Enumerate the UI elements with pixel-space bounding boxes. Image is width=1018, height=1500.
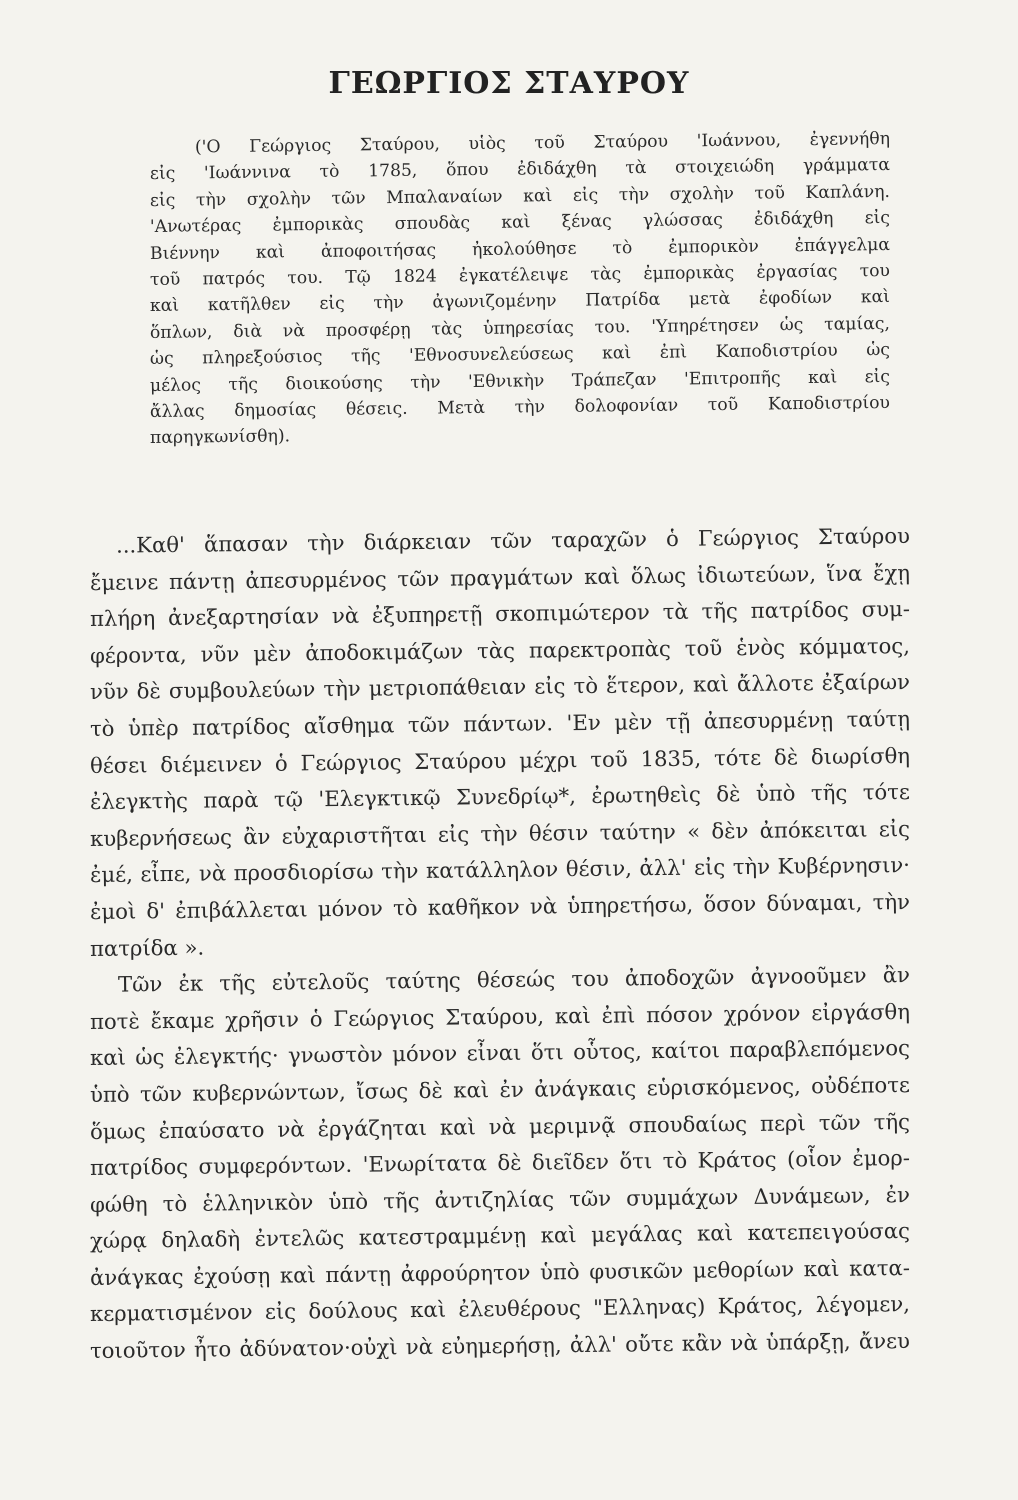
- main-text: [89, 522, 911, 1370]
- bio-line: ἄλλας δημοσίας θέσεις. Μετὰ τὴν δολοφονίαν τοῦ Καποδιστρίου: [149, 392, 891, 422]
- text-line: νῦν δὲ συμβουλεύων τὴν μετριοπάθειαν εἰς τὸ ἕτερον, καὶ ἄλλοτε ἐξαίρων: [89, 669, 911, 705]
- bio-line: εἰς 'Ιωάννινα τὸ 1785, ὅπου ἐδιδάχθη τὰ στοιχειώδη γράμματα: [149, 155, 891, 185]
- text-line: ὑπὸ τῶν κυβερνώντων, ἴσως δὲ καὶ ἐν ἀνάγκαις εὑρισκόμενος, οὐδέποτε: [89, 1071, 911, 1107]
- text-line: ὅμως ἐπαύσατο νὰ ἐργάζηται καὶ νὰ μεριμνᾷ σπουδαίως περὶ τῶν τῆς: [89, 1108, 911, 1144]
- bio-line: μέλος τῆς διοικούσης τὴν 'Εθνικὴν Τράπεζαν 'Επιτροπῆς καὶ εἰς: [149, 366, 891, 396]
- bio-line: εἰς τὴν σχολὴν τῶν Μπαλαναίων καὶ εἰς τὴν σχολὴν τοῦ Καπλάνη.: [149, 181, 891, 211]
- text-line: καὶ ὡς ἐλεγκτής· γνωστὸν μόνον εἶναι ὅτι οὗτος, καίτοι παραβλεπόμενος: [89, 1035, 911, 1071]
- text-line: πατρίδα ».: [89, 934, 205, 961]
- text-line: ποτὲ ἔκαμε χρῆσιν ὁ Γεώργιος Σταύρου, καὶ ἐπὶ πόσον χρόνον εἰργάσθη: [89, 998, 911, 1034]
- bio-line: τοῦ πατρός του. Τῷ 1824 ἐγκατέλειψε τὰς ἐμπορικὰς ἐργασίας του: [149, 260, 891, 290]
- text-line: τοιοῦτον ἦτο ἀδύνατον·οὐχὶ νὰ εὐημερήσῃ, ἀλλ' οὔτε κἂν νὰ ὑπάρξῃ, ἄνευ: [89, 1328, 911, 1364]
- text-line: ἐμοὶ δ' ἐπιβάλλεται μόνον τὸ καθῆκον νὰ ὑπηρετήσω, ὅσον δύναμαι, τὴν: [89, 888, 911, 924]
- text-line: κερματισμένον εἰς δούλους καὶ ἐλευθέρους "Ελληνας) Κράτος, λέγομεν,: [89, 1291, 911, 1327]
- text-line: ἔμεινε πάντῃ ἀπεσυρμένος τῶν πραγμάτων καὶ ὅλως ἰδιωτεύων, ἵνα ἔχῃ: [89, 559, 911, 595]
- bio-line: ὅπλων, διὰ νὰ προσφέρῃ τὰς ὑπηρεσίας του. 'Υπηρέτησεν ὡς ταμίας,: [149, 313, 891, 343]
- bio-line: καὶ κατῆλθεν εἰς τὴν ἀγωνιζομένην Πατρίδα μετὰ ἐφοδίων καὶ: [149, 287, 891, 317]
- bio-line: ('Ο Γεώργιος Σταύρου, υἱὸς τοῦ Σταύρου 'Ιωάννου, ἐγεννήθη: [194, 128, 891, 158]
- text-line: χώρᾳ δηλαδὴ ἐντελῶς κατεστραμμένῃ καὶ μεγάλας καὶ κατεπειγούσας: [89, 1218, 911, 1254]
- text-line: ...Καθ' ἅπασαν τὴν διάρκειαν τῶν ταραχῶν ὁ Γεώργιος Σταύρου: [115, 522, 911, 558]
- text-line: ἀνάγκας ἐχούσῃ καὶ πάντῃ ἀφρούρητον ὑπὸ φυσικῶν μεθορίων καὶ κατα-: [89, 1254, 911, 1290]
- text-line: ἐμέ, εἶπε, νὰ προσδιορίσω τὴν κατάλληλον θέσιν, ἀλλ' εἰς τὴν Κυβέρνησιν·: [89, 852, 911, 888]
- text-line: ἐλεγκτὴς παρὰ τῷ 'Ελεγκτικῷ Συνεδρίῳ*, ἐρωτηθεὶς δὲ ὑπὸ τῆς τότε: [89, 779, 911, 815]
- text-line: κυβερνήσεως ἂν εὐχαριστῆται εἰς τὴν θέσιν ταύτην « δὲν ἀπόκειται εἰς: [89, 815, 911, 851]
- text-line: θέσει διέμεινεν ὁ Γεώργιος Σταύρου μέχρι τοῦ 1835, τότε δὲ διωρίσθη: [89, 742, 911, 778]
- bio-line: παρηγκωνίσθη).: [149, 426, 291, 449]
- text-line: πλήρη ἀνεξαρτησίαν νὰ ἐξυπηρετῇ σκοπιμώτερον τὰ τῆς πατρίδος συμ-: [89, 596, 911, 632]
- bio-line: ὡς πληρεξούσιος τῆς 'Εθνοσυνελεύσεως καὶ ἐπὶ Καποδιστρίου ὡς: [149, 340, 891, 370]
- biographical-note: [149, 128, 891, 452]
- page-title: ΓΕΩΡΓΙΟΣ ΣΤΑΥΡΟΥ: [328, 66, 690, 101]
- text-line: πατρίδος συμφερόντων. 'Ενωρίτατα δὲ διεῖδεν ὅτι τὸ Κράτος (οἷον ἐμορ-: [89, 1145, 911, 1181]
- text-line: φέροντα, νῦν μὲν ἀποδοκιμάζων τὰς παρεκτροπὰς τοῦ ἑνὸς κόμματος,: [89, 632, 911, 668]
- text-line: τὸ ὑπὲρ πατρίδος αἴσθημα τῶν πάντων. 'Εν μὲν τῇ ἀπεσυρμένῃ ταύτῃ: [89, 705, 911, 741]
- text-line: Τῶν ἐκ τῆς εὐτελοῦς ταύτης θέσεώς του ἀποδοχῶν ἀγνοοῦμεν ἂν: [117, 962, 911, 997]
- text-line: φώθη τὸ ἑλληνικὸν ὑπὸ τῆς ἀντιζηλίας τῶν συμμάχων Δυνάμεων, ἐν: [89, 1181, 911, 1217]
- bio-line: Βιέννην καὶ ἀποφοιτήσας ἠκολούθησε τὸ ἐμπορικὸν ἐπάγγελμα: [149, 234, 891, 264]
- bio-line: 'Ανωτέρας ἐμπορικὰς σπουδὰς καὶ ξένας γλώσσας ἐδιδάχθη εἰς: [149, 208, 891, 238]
